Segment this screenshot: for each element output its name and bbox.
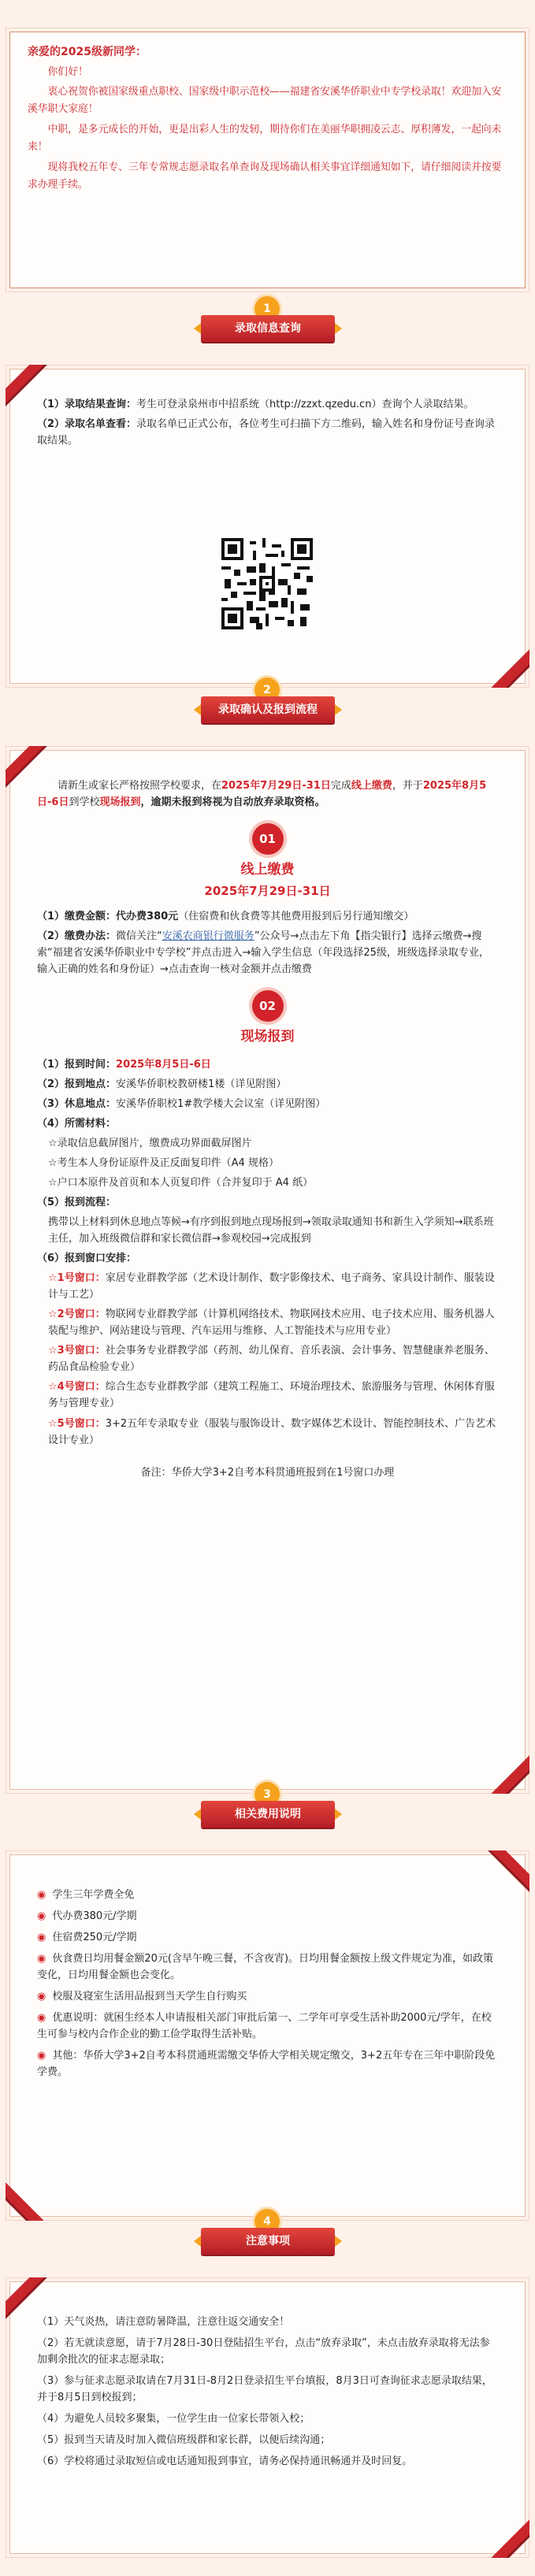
bullet-icon: ◉ [37, 2050, 46, 2062]
query-item-2: （2）录取名单查看：录取名单已正式公布，各位考生可扫描下方二维码，输入姓名和身份证号查询录取结果。 [37, 418, 496, 447]
process-card [9, 750, 526, 1790]
corner-ribbon [6, 2277, 48, 2320]
corner-ribbon [487, 2515, 529, 2558]
window-item: ☆5号窗口：3+2五年专录取专业（服装与服饰设计、数字媒体艺术设计、智能控制技术、广告艺术设计专业） [48, 1417, 496, 1446]
step-date: 2025年7月29日-31日 [204, 883, 331, 898]
step-number: 02 [252, 990, 284, 1022]
flow-label: （5）报到流程： [37, 1196, 117, 1208]
bullet-icon: ◉ [37, 1932, 46, 1944]
note-item: （3）参与征求志愿录取请在7月31日-8月2日登录招生平台填报，8月3日可查询征求志愿录取结果，并于8月5日到校报到； [37, 2375, 492, 2404]
flow-text: 携带以上材料到休息地点等候→有序到报到地点现场报到→领取录取通知书和新生入学须知→联系班主任，加入班级微信群和家长微信群→参观校园→完成报到 [48, 1216, 494, 1245]
bullet-icon: ◉ [37, 1910, 46, 1923]
note-item: （2）若无就读意愿，请于7月28日-30日登陆招生平台，点击“放弃录取”，未点击放弃录取将无法参加剩余批次的征求志愿录取； [37, 2337, 490, 2366]
materials-label: （4）所需材料： [37, 1117, 117, 1130]
section-header-process [0, 677, 535, 741]
material-item: ☆户口本原件及首页和本人页复印件（合并复印于 A4 纸） [48, 1176, 314, 1189]
window-note: 备注：华侨大学3+2自考本科贯通班报到在1号窗口办理 [140, 1466, 395, 1479]
note-item: （6）学校将通过录取短信或电话通知报到事宜，请务必保持通讯畅通并及时回复。 [37, 2455, 413, 2468]
step-title: 现场报到 [240, 1029, 295, 1045]
corner-ribbon [6, 746, 48, 789]
section-title: 注意事项 [201, 2228, 335, 2255]
intro-paragraph: 现将我校五年专、三年专常规志愿录取名单查询及现场确认相关事宜详细通知如下，请仔细阅读并按要求办理手续。 [28, 161, 502, 191]
report-place: （2）报到地点：安溪华侨职校教研楼1楼（详见附图） [37, 1078, 287, 1090]
bullet-icon: ◉ [37, 1991, 46, 2003]
query-item-1: （1）录取结果查询：考生可登录泉州市中招系统（http://zzxt.qzedu.cn）查询个人录取结果。 [37, 399, 474, 410]
section-header-fees [0, 1782, 535, 1845]
windows-label: （6）报到窗口安排： [37, 1253, 137, 1265]
note-item: （4）为避免人员较多聚集，一位学生由一位家长带领入校； [37, 2413, 310, 2426]
fee-item: ◉ 代办费380元/学期 [37, 1910, 137, 1923]
process-intro: 请新生或家长严格按照学校要求，在2025年7月29日-31日完成线上缴费，并于2025年8月5日-6日到学校现场报到，逾期未报到将视为自动放弃录取资格。 [37, 780, 487, 809]
note-item: （5）报到当天请及时加入微信班级群和家长群，以便后续沟通； [37, 2434, 331, 2447]
query-card [9, 369, 526, 684]
material-item: ☆考生本人身份证原件及正反面复印件（A4 规格） [48, 1156, 279, 1169]
section-number: 1 [254, 296, 280, 321]
report-time: （1）报到时间：2025年8月5日-6日 [37, 1058, 211, 1071]
intro-paragraph: 衷心祝贺你被国家级重点职校、国家级中职示范校——福建省安溪华侨职业中专学校录取！欢迎加入安溪华职大家庭！ [28, 86, 502, 116]
intro-paragraph: 中职，是多元成长的开始，更是出彩人生的发轫，期待你们在美丽华职拥凌云志、厚积薄发，一起向未来！ [28, 123, 502, 154]
section-number: 3 [254, 1782, 280, 1807]
fee-item: ◉ 伙食费日均用餐金额20元(含早午晚三餐，不含夜宵)。日均用餐金额按上级文件规定为准，如政策变化，日均用餐金额也会变化。 [37, 1953, 494, 1982]
fee-amount: （1）缴费金额：代办费380元（住宿费和伙食费等其他费用报到后另行通知缴交） [37, 910, 414, 922]
note-item: （1）天气炎热，请注意防暑降温，注意往返交通安全！ [37, 2316, 290, 2328]
rest-place: （3）休息地点：安溪华侨职校1#教学楼大会议室（详见附图） [37, 1097, 326, 1110]
fee-item: ◉ 其他：华侨大学3+2自考本科贯通班需缴交华侨大学相关规定缴交，3+2五年专在三年中职阶段免学费。 [37, 2050, 496, 2079]
notes-card [9, 2281, 526, 2554]
intro-paragraph: 你们好！ [47, 65, 88, 78]
window-item: ☆4号窗口：综合生态专业群教学部（建筑工程施工、环境治理技术、旅游服务与管理、休闲体育服务与管理专业） [48, 1381, 495, 1410]
step-number: 01 [252, 823, 284, 855]
section-number: 2 [254, 677, 280, 703]
fees-card [9, 1854, 526, 2217]
material-item: ☆录取信息截屏图片，缴费成功界面截屏图片 [48, 1137, 252, 1149]
section-header-query [0, 296, 535, 359]
fee-item: ◉ 学生三年学费全免 [37, 1889, 135, 1901]
step-title: 线上缴费 [240, 862, 295, 878]
qr-code-icon[interactable] [221, 538, 313, 629]
corner-ribbon [487, 1850, 529, 1893]
section-title: 录取确认及报到流程 [201, 696, 335, 723]
fee-item: ◉ 住宿费250元/学期 [37, 1932, 137, 1944]
section-title: 相关费用说明 [201, 1801, 335, 1828]
bullet-icon: ◉ [37, 2012, 46, 2025]
bullet-icon: ◉ [37, 1953, 46, 1965]
window-item: ☆2号窗口：物联网专业群教学部（计算机网络技术、物联网技术应用、电子技术应用、服务机器人装配与维护、网站建设与管理、汽车运用与维修、人工智能技术与应用专业） [48, 1308, 495, 1338]
intro-card [9, 32, 526, 288]
section-number: 4 [254, 2209, 280, 2234]
bullet-icon: ◉ [37, 1889, 46, 1901]
fee-item: ◉ 优惠说明：就困生经本人申请报相关部门审批后第一、二学年可享受生活补助2000元/学年，在校生可参与校内合作企业的勤工俭学取得生活补贴。 [37, 2012, 492, 2041]
greeting: 亲爱的2025级新同学： [28, 46, 147, 58]
bank-account-link[interactable]: 安溪农商银行微服务 [162, 930, 254, 942]
window-item: ☆1号窗口：家居专业群教学部（艺术设计制作、数字影像技术、电子商务、家具设计制作、服装设计与工艺） [48, 1272, 495, 1301]
corner-ribbon [6, 365, 48, 407]
fee-method: （2）缴费办法：微信关注“安溪农商银行微服务”公众号→点击左下角【指尖银行】选择云缴费→搜索“福建省安溪华侨职业中专学校”并点击进入→输入学生信息（年段选择25级，班级选择录取专业，输入正确的姓名和身份证）→点击查询一核对金额并点击缴费 [37, 930, 489, 976]
section-title: 录取信息查询 [201, 315, 335, 342]
fee-item: ◉ 校服及寝室生活用品报到当天学生自行购买 [37, 1991, 247, 2003]
section-header-notes [0, 2209, 535, 2272]
window-item: ☆3号窗口：社会事务专业群教学部（药剂、幼儿保育、音乐表演、会计事务、智慧健康养老服务、药品食品检验专业） [48, 1345, 495, 1374]
